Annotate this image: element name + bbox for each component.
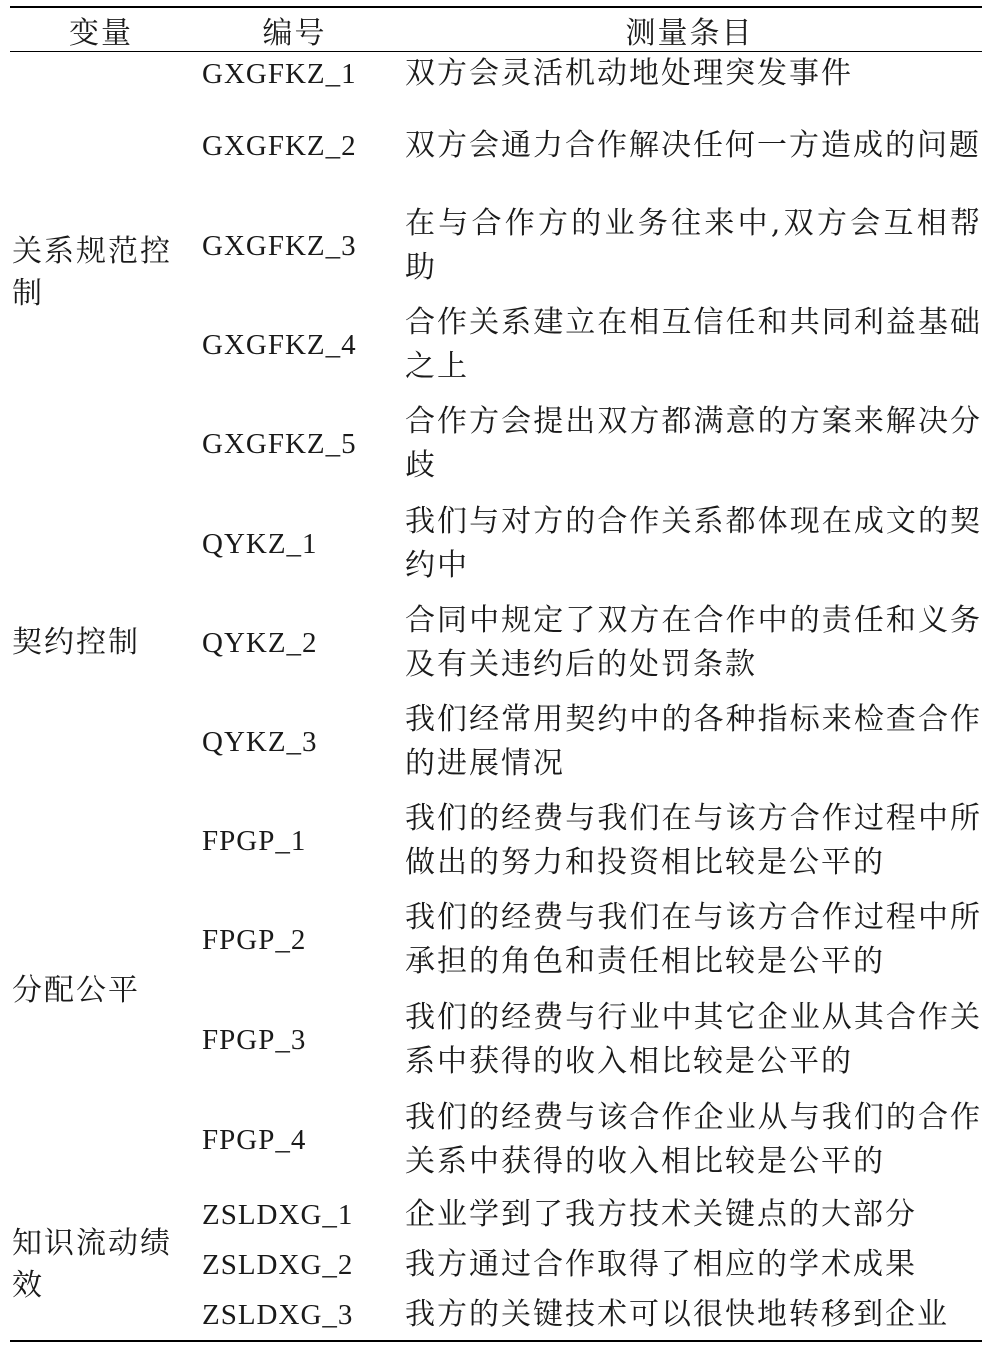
variable-group (10, 1190, 982, 1340)
header-item: 测量条目 (625, 15, 754, 51)
item-code: ZSLDXG_1 (202, 1198, 354, 1231)
item-text: 我们的经费与我们在与该方合作过程中所承担的角色和责任相比较是公平的 (405, 900, 982, 979)
item-code: FPGP_2 (202, 923, 307, 956)
item-text: 我们经常用契约中的各种指标来检查合作的进展情况 (405, 702, 982, 781)
item-text: 我方的关键技术可以很快地转移到企业 (405, 1297, 949, 1332)
table-row (192, 1240, 982, 1290)
table-row (192, 52, 982, 96)
table-row (192, 890, 982, 990)
item-text: 我方通过合作取得了相应的学术成果 (405, 1247, 917, 1282)
item-code: QYKZ_1 (202, 527, 318, 560)
table-row (192, 1290, 982, 1340)
table-row (192, 296, 982, 394)
item-code: GXGFKZ_3 (202, 229, 357, 262)
item-code: GXGFKZ_5 (202, 427, 357, 460)
item-code: FPGP_3 (202, 1023, 307, 1056)
variable-name: 关系规范控制 (12, 234, 172, 311)
variable-name: 分配公平 (12, 973, 140, 1008)
variable-name: 知识流动绩效 (12, 1226, 172, 1303)
item-code: QYKZ_3 (202, 725, 318, 758)
item-text: 我们的经费与该合作企业从与我们的合作关系中获得的收入相比较是公平的 (405, 1100, 982, 1179)
item-code: GXGFKZ_1 (202, 57, 357, 90)
table-header (10, 8, 982, 52)
item-text: 我们的经费与行业中其它企业从其合作关系中获得的收入相比较是公平的 (405, 1000, 982, 1079)
table-row (192, 990, 982, 1090)
header-variable: 变量 (69, 15, 133, 51)
item-text: 企业学到了我方技术关键点的大部分 (405, 1197, 917, 1232)
item-text: 合作方会提出双方都满意的方案来解决分歧 (405, 404, 982, 483)
item-code: FPGP_4 (202, 1123, 307, 1156)
variable-group (10, 52, 982, 494)
table-row (192, 96, 982, 196)
item-text: 在与合作方的业务往来中,双方会互相帮助 (405, 206, 982, 285)
table-row (192, 394, 982, 494)
item-text: 双方会灵活机动地处理突发事件 (405, 56, 853, 91)
table-row (192, 196, 982, 296)
table-row (192, 1190, 982, 1240)
table-row (192, 494, 982, 594)
item-text: 合同中规定了双方在合作中的责任和义务及有关违约后的处罚条款 (405, 603, 982, 682)
table-row (192, 692, 982, 792)
variable-group (10, 494, 982, 792)
table-row (192, 1090, 982, 1190)
item-text: 我们的经费与我们在与该方合作过程中所做出的努力和投资相比较是公平的 (405, 801, 982, 880)
item-code: GXGFKZ_4 (202, 328, 357, 361)
table-row (192, 594, 982, 692)
item-text: 双方会通力合作解决任何一方造成的问题 (405, 128, 981, 163)
header-code: 编号 (262, 15, 327, 51)
variable-name: 契约控制 (12, 625, 140, 660)
item-text: 合作关系建立在相互信任和共同利益基础之上 (405, 305, 982, 384)
measurement-table (10, 6, 982, 1342)
item-code: FPGP_1 (202, 824, 307, 857)
item-code: ZSLDXG_2 (202, 1248, 354, 1281)
table-row (192, 792, 982, 890)
item-code: GXGFKZ_2 (202, 129, 357, 162)
item-text: 我们与对方的合作关系都体现在成文的契约中 (405, 504, 982, 583)
item-code: QYKZ_2 (202, 626, 318, 659)
variable-group (10, 792, 982, 1190)
item-code: ZSLDXG_3 (202, 1298, 354, 1331)
